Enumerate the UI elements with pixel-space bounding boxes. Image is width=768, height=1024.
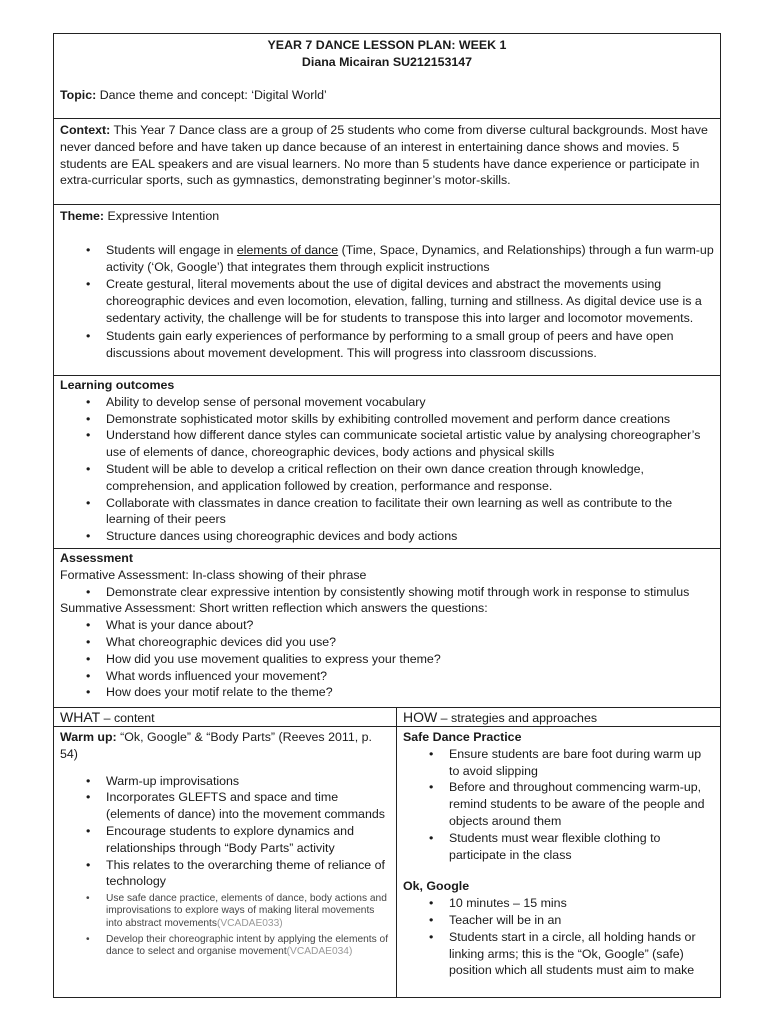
formative-item: • Demonstrate clear expressive intention by consistently showing motif through work in response to stimulus bbox=[54, 584, 714, 601]
theme-text: Expressive Intention bbox=[104, 209, 220, 223]
warmup-item: • Warm-up improvisations bbox=[54, 773, 390, 790]
ok-google-item: • Students start in a circle, all holding hands or linking arms; this is the “Ok, Google” (safe) position which all students must aim to make bbox=[397, 929, 714, 979]
question-item: • How does your motif relate to the theme? bbox=[54, 684, 714, 701]
question-item: • What is your dance about? bbox=[54, 617, 714, 634]
what-content-cell bbox=[54, 727, 397, 997]
lesson-plan-document bbox=[53, 33, 721, 998]
how-content-cell bbox=[397, 727, 720, 997]
outcomes-heading: Learning outcomes bbox=[60, 378, 175, 392]
document-title: YEAR 7 DANCE LESSON PLAN: WEEK 1 bbox=[267, 38, 507, 52]
ok-google-item: • 10 minutes – 15 mins bbox=[397, 895, 714, 912]
assessment-heading: Assessment bbox=[60, 551, 134, 565]
outcome-item: • Understand how different dance styles can communicate societal artistic value by analysing choreographer’s use of elements of dance, choreographic devices, body actions and physical skills bbox=[54, 427, 714, 461]
curriculum-item: • Use safe dance practice, elements of dance, body actions and improvisations to explore ways of making literal movements into abstract movements(VCADAE033) bbox=[54, 893, 390, 930]
topic-text: Dance theme and concept: ‘Digital World’ bbox=[96, 87, 327, 102]
warmup-item: • This relates to the overarching theme of reliance of technology bbox=[54, 857, 390, 891]
assessment-section bbox=[54, 549, 720, 708]
outcome-item: • Collaborate with classmates in dance creation to facilitate their own learning as well as contribute to the learning of their peers bbox=[54, 495, 714, 529]
question-item: • How did you use movement qualities to express your theme? bbox=[54, 651, 714, 668]
outcomes-list bbox=[54, 394, 714, 545]
warmup-item: • Encourage students to explore dynamics and relationships through “Body Parts” activity bbox=[54, 823, 390, 857]
warmup-item: • Incorporates GLEFTS and space and time (elements of dance) into the movement commands bbox=[54, 789, 390, 823]
what-header: WHAT – content bbox=[54, 708, 397, 726]
ok-google-item: • Teacher will be in an bbox=[397, 912, 714, 929]
ok-google-list bbox=[397, 895, 714, 979]
curriculum-code: (VCADAE033) bbox=[216, 917, 283, 929]
curriculum-list bbox=[54, 893, 390, 958]
context-section bbox=[54, 119, 720, 205]
outcomes-section bbox=[54, 376, 720, 549]
warmup-text: “Ok, Google” & “Body Parts” (Reeves 2011, p. 54) bbox=[60, 730, 372, 761]
header-section bbox=[54, 34, 720, 119]
topic-line bbox=[60, 87, 714, 104]
outcome-item: • Student will be able to develop a critical reflection on their own dance creation through knowledge, comprehension, and application followed by creation, performance and response. bbox=[54, 461, 714, 495]
topic-label: Topic: bbox=[60, 87, 97, 102]
theme-line bbox=[54, 208, 714, 225]
context-label: Context: bbox=[60, 123, 111, 137]
table-header-row bbox=[54, 708, 720, 727]
warmup-list bbox=[54, 773, 390, 891]
outcome-item: • Ability to develop sense of personal movement vocabulary bbox=[54, 394, 714, 411]
context-text: This Year 7 Dance class are a group of 25 students who come from diverse cultural backgrounds. Most have never danced before and have taken up dance because of an interest in entertaining dance shows and movies. 5 students are EAL speakers and are visual learners. No more than 5 students have dance experience or participate in extra-curricular sports, such as gymnastics, demonstrating beginner’s motor-skills. bbox=[60, 123, 708, 188]
safe-dance-heading: Safe Dance Practice bbox=[403, 730, 522, 744]
theme-bullet: • Create gestural, literal movements about the use of digital devices and abstract the movements using choreographic devices and even locomotion, elevation, falling, turning and stillness. As digital device use is a sedentary activity, the challenge will be for students to transpose this into larger and locomotor movements. bbox=[54, 276, 714, 326]
context-paragraph bbox=[60, 122, 714, 189]
theme-bullet: • Students will engage in elements of dance (Time, Space, Dynamics, and Relationships) through a fun warm-up activity (‘Ok, Google’) that integrates them through explicit instructions bbox=[54, 242, 714, 276]
outcome-item: • Demonstrate sophisticated motor skills by exhibiting controlled movement and perform dance creations bbox=[54, 411, 714, 428]
theme-bullet: • Students gain early experiences of performance by performing to a small group of peers and have open discussions about movement development. This will progress into classroom discussions. bbox=[54, 328, 714, 362]
theme-label: Theme: bbox=[60, 209, 105, 223]
formative-list bbox=[54, 584, 714, 601]
table-content-row bbox=[54, 727, 720, 997]
safe-dance-item: • Before and throughout commencing warm-up, remind students to be aware of the people and objects around them bbox=[397, 779, 714, 829]
how-header: HOW – strategies and approaches bbox=[403, 709, 598, 725]
summative-line: Summative Assessment: Short written reflection which answers the questions: bbox=[60, 601, 488, 616]
summative-questions bbox=[54, 617, 714, 701]
theme-section bbox=[54, 205, 720, 376]
curriculum-code: (VCADAE034) bbox=[286, 945, 353, 957]
question-item: • What words influenced your movement? bbox=[54, 668, 714, 685]
formative-line: Formative Assessment: In-class showing of their phrase bbox=[60, 567, 367, 582]
warmup-label: Warm up: bbox=[60, 730, 117, 744]
theme-bullets bbox=[54, 242, 714, 362]
safe-dance-item: • Ensure students are bare foot during warm up to avoid slipping bbox=[397, 746, 714, 780]
author-line: Diana Micairan SU212153147 bbox=[301, 54, 473, 69]
outcome-item: • Structure dances using choreographic devices and body actions bbox=[54, 528, 714, 545]
question-item: • What choreographic devices did you use? bbox=[54, 634, 714, 651]
safe-dance-item: • Students must wear flexible clothing to participate in the class bbox=[397, 830, 714, 864]
elements-of-dance-link[interactable]: elements of dance bbox=[236, 242, 339, 257]
ok-google-heading: Ok, Google bbox=[403, 879, 470, 894]
curriculum-item: • Develop their choreographic intent by applying the elements of dance to select and organise movement(VCADAE034) bbox=[54, 934, 390, 958]
safe-dance-list bbox=[397, 746, 714, 864]
warmup-line bbox=[54, 729, 390, 763]
